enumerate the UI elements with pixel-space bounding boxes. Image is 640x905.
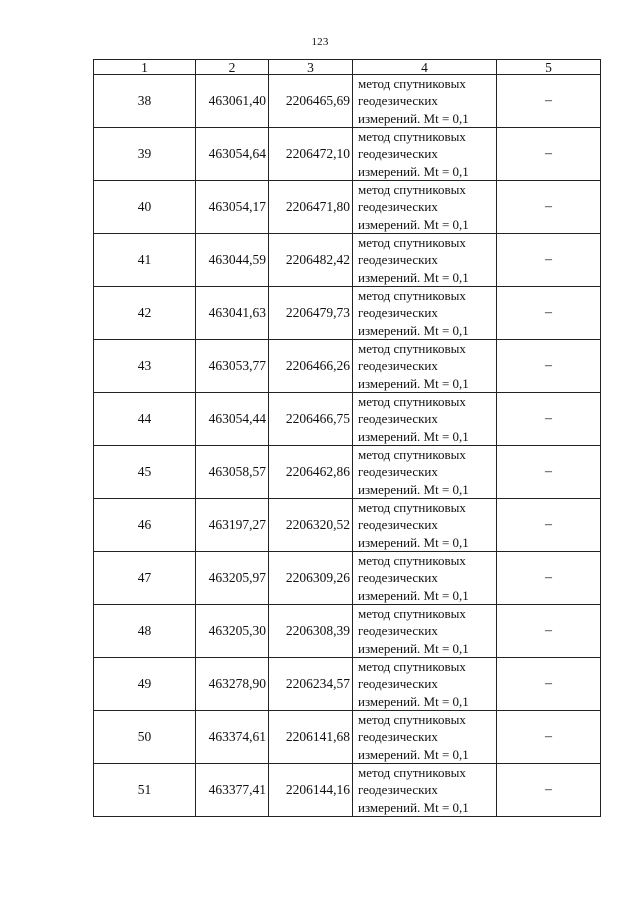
table-row	[94, 234, 601, 287]
note-cell: –	[497, 393, 601, 446]
coord-y-cell: 2206472,10	[269, 128, 353, 181]
coord-x-cell: 463054,44	[196, 393, 269, 446]
method-cell: метод спутниковых геодезических измерений. Mt = 0,1	[353, 552, 497, 605]
method-cell: метод спутниковых геодезических измерений. Mt = 0,1	[353, 605, 497, 658]
method-cell: метод спутниковых геодезических измерений. Mt = 0,1	[353, 446, 497, 499]
coord-y-cell: 2206479,73	[269, 287, 353, 340]
note-cell: –	[497, 605, 601, 658]
coord-x-cell: 463197,27	[196, 499, 269, 552]
point-number-cell: 44	[94, 393, 196, 446]
table-header	[94, 60, 601, 75]
point-number-cell: 46	[94, 499, 196, 552]
note-cell: –	[497, 764, 601, 817]
point-number-cell: 49	[94, 658, 196, 711]
table-row	[94, 711, 601, 764]
table-row	[94, 128, 601, 181]
table-row	[94, 75, 601, 128]
point-number-cell: 45	[94, 446, 196, 499]
coord-x-cell: 463205,97	[196, 552, 269, 605]
coord-y-cell: 2206462,86	[269, 446, 353, 499]
point-number-cell: 39	[94, 128, 196, 181]
coord-y-cell: 2206471,80	[269, 181, 353, 234]
coord-x-cell: 463054,64	[196, 128, 269, 181]
coord-x-cell: 463374,61	[196, 711, 269, 764]
note-cell: –	[497, 658, 601, 711]
coord-x-cell: 463205,30	[196, 605, 269, 658]
method-cell: метод спутниковых геодезических измерений. Mt = 0,1	[353, 234, 497, 287]
method-cell: метод спутниковых геодезических измерений. Mt = 0,1	[353, 181, 497, 234]
point-number-cell: 42	[94, 287, 196, 340]
table-row	[94, 764, 601, 817]
point-number-cell: 38	[94, 75, 196, 128]
point-number-cell: 51	[94, 764, 196, 817]
point-number-cell: 40	[94, 181, 196, 234]
note-cell: –	[497, 181, 601, 234]
coord-x-cell: 463061,40	[196, 75, 269, 128]
method-cell: метод спутниковых геодезических измерений. Mt = 0,1	[353, 340, 497, 393]
point-number-cell: 50	[94, 711, 196, 764]
coord-y-cell: 2206141,68	[269, 711, 353, 764]
method-cell: метод спутниковых геодезических измерений. Mt = 0,1	[353, 75, 497, 128]
table-row	[94, 605, 601, 658]
coord-x-cell: 463041,63	[196, 287, 269, 340]
coord-y-cell: 2206144,16	[269, 764, 353, 817]
table-row	[94, 393, 601, 446]
method-cell: метод спутниковых геодезических измерений. Mt = 0,1	[353, 128, 497, 181]
point-number-cell: 41	[94, 234, 196, 287]
note-cell: –	[497, 287, 601, 340]
point-number-cell: 43	[94, 340, 196, 393]
coord-y-cell: 2206465,69	[269, 75, 353, 128]
table-row	[94, 181, 601, 234]
coord-y-cell: 2206309,26	[269, 552, 353, 605]
note-cell: –	[497, 446, 601, 499]
coord-y-cell: 2206320,52	[269, 499, 353, 552]
table-body	[94, 75, 601, 817]
coord-x-cell: 463377,41	[196, 764, 269, 817]
method-cell: метод спутниковых геодезических измерений. Mt = 0,1	[353, 287, 497, 340]
header-col-4: 4	[353, 60, 497, 75]
table-row	[94, 552, 601, 605]
note-cell: –	[497, 711, 601, 764]
page-number: 123	[311, 36, 329, 48]
method-cell: метод спутниковых геодезических измерений. Mt = 0,1	[353, 499, 497, 552]
point-number-cell: 47	[94, 552, 196, 605]
coordinates-table	[93, 59, 601, 817]
coord-y-cell: 2206308,39	[269, 605, 353, 658]
table-row	[94, 658, 601, 711]
coord-y-cell: 2206466,75	[269, 393, 353, 446]
method-cell: метод спутниковых геодезических измерений. Mt = 0,1	[353, 764, 497, 817]
method-cell: метод спутниковых геодезических измерений. Mt = 0,1	[353, 658, 497, 711]
point-number-cell: 48	[94, 605, 196, 658]
coord-x-cell: 463058,57	[196, 446, 269, 499]
coord-y-cell: 2206466,26	[269, 340, 353, 393]
note-cell: –	[497, 75, 601, 128]
method-cell: метод спутниковых геодезических измерений. Mt = 0,1	[353, 393, 497, 446]
coord-x-cell: 463054,17	[196, 181, 269, 234]
header-col-5: 5	[497, 60, 601, 75]
header-row	[94, 60, 601, 75]
header-col-3: 3	[269, 60, 353, 75]
coord-x-cell: 463053,77	[196, 340, 269, 393]
coord-x-cell: 463278,90	[196, 658, 269, 711]
table-row	[94, 287, 601, 340]
coord-y-cell: 2206234,57	[269, 658, 353, 711]
note-cell: –	[497, 340, 601, 393]
header-col-2: 2	[196, 60, 269, 75]
coord-x-cell: 463044,59	[196, 234, 269, 287]
table-row	[94, 446, 601, 499]
note-cell: –	[497, 128, 601, 181]
note-cell: –	[497, 499, 601, 552]
method-cell: метод спутниковых геодезических измерений. Mt = 0,1	[353, 711, 497, 764]
header-col-1: 1	[94, 60, 196, 75]
note-cell: –	[497, 234, 601, 287]
table-row	[94, 499, 601, 552]
note-cell: –	[497, 552, 601, 605]
table-row	[94, 340, 601, 393]
coord-y-cell: 2206482,42	[269, 234, 353, 287]
